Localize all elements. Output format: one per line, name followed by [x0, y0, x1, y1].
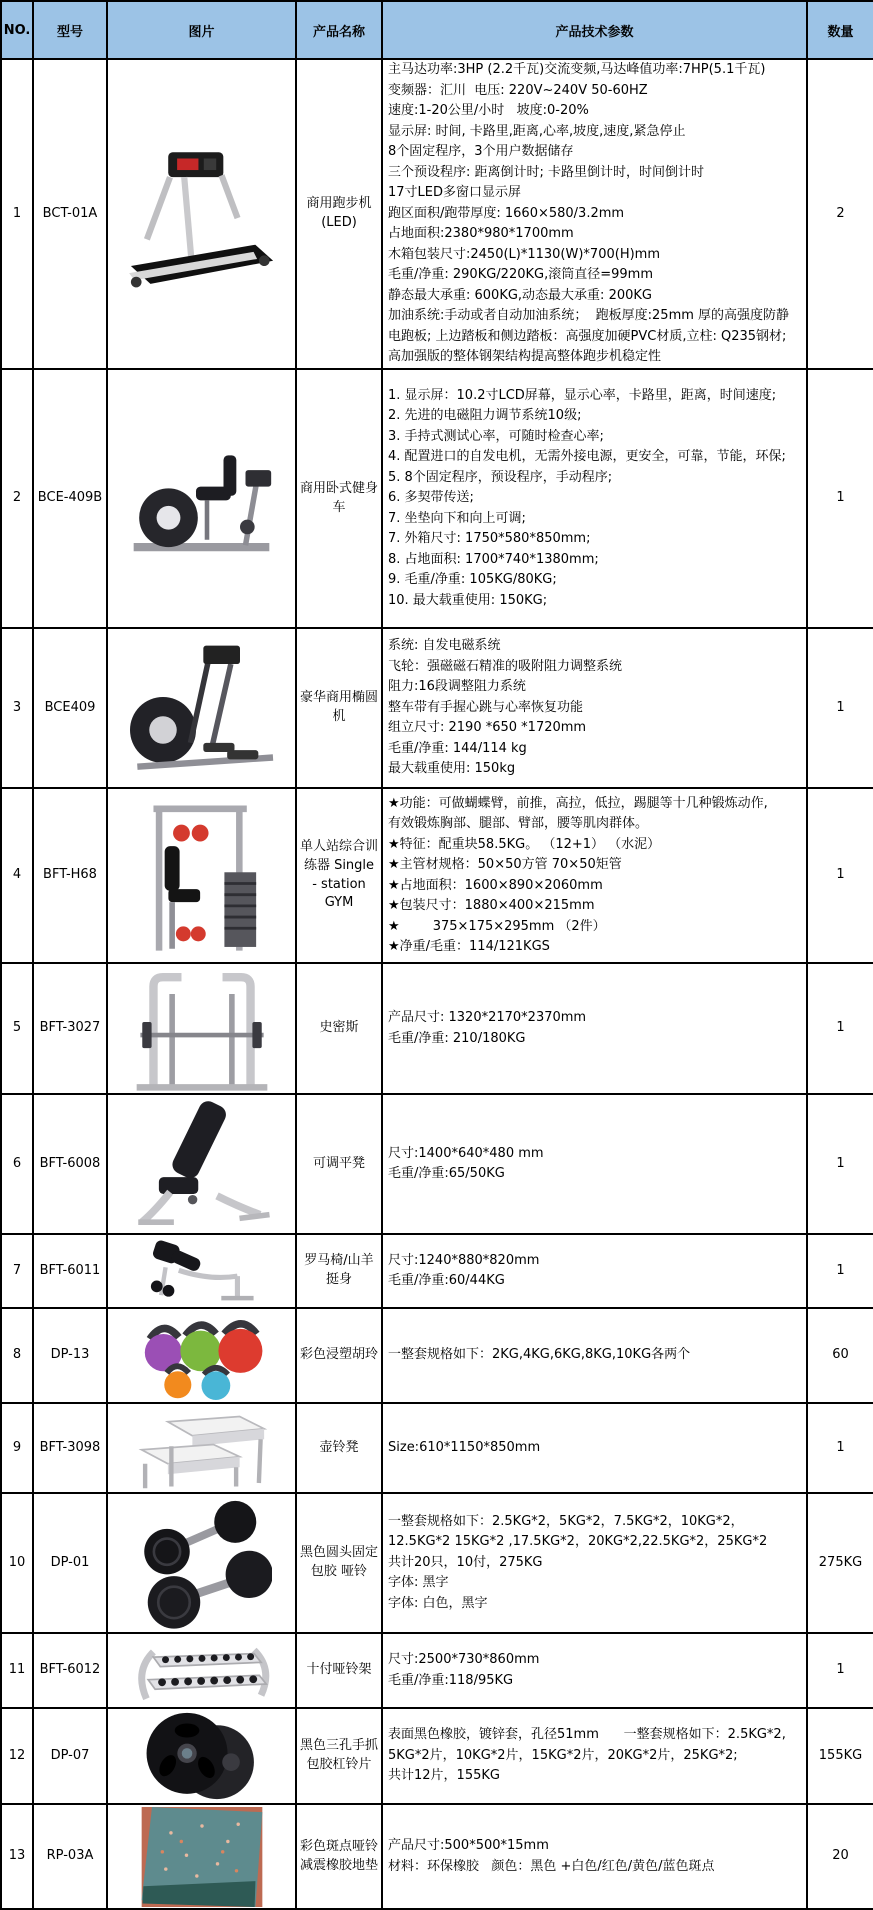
- product-name: 商用卧式健身车: [297, 370, 383, 629]
- product-params: [383, 1095, 808, 1235]
- product-name: 罗马椅/山羊挺身: [297, 1235, 383, 1309]
- quantity: 1: [808, 629, 873, 789]
- product-name: 豪华商用椭圆机: [297, 629, 383, 789]
- product-params: [383, 789, 808, 964]
- param-line: 6. 多契带传送;: [388, 490, 474, 506]
- header-qty: 数量: [808, 2, 873, 60]
- bench-image: [108, 1095, 297, 1235]
- param-line: 4. 配置进口的自发电机，无需外接电源，更安全，可靠，节能，环保;: [388, 449, 786, 465]
- model-code: BFT-6012: [34, 1634, 108, 1709]
- model-code: BCE-409B: [34, 370, 108, 629]
- table-body: [2, 60, 873, 1910]
- quantity: 1: [808, 370, 873, 629]
- row-number: 11: [2, 1634, 34, 1709]
- row-number: 6: [2, 1095, 34, 1235]
- quantity: 1: [808, 1404, 873, 1494]
- row-number: 13: [2, 1805, 34, 1910]
- product-name: 彩色斑点哑铃减震橡胶地垫: [297, 1805, 383, 1910]
- param-line: 变频器：汇川 电压: 220V~240V 50-60HZ: [388, 82, 648, 98]
- product-name: 十付哑铃架: [297, 1634, 383, 1709]
- row-number: 10: [2, 1494, 34, 1634]
- product-name: 史密斯: [297, 964, 383, 1095]
- stepbench-image: [108, 1404, 297, 1494]
- table-row: [2, 1805, 873, 1910]
- param-line: 9. 毛重/净重: 105KG/80KG;: [388, 572, 557, 588]
- smith-image: [108, 964, 297, 1095]
- param-line: 一整套规格如下：2.5KG*2，5KG*2，7.5KG*2，10KG*2，: [388, 1513, 744, 1529]
- param-line: 显示屏: 时间, 卡路里,距离,心率,坡度,速度,紧急停止: [388, 123, 686, 139]
- multigym-image: [108, 789, 297, 964]
- header-image: 图片: [108, 2, 297, 60]
- quantity: 1: [808, 964, 873, 1095]
- param-line: 表面黑色橡胶，镀锌套，孔径51mm 一整套规格如下：2.5KG*2,: [388, 1727, 786, 1743]
- row-number: 3: [2, 629, 34, 789]
- param-line: 共计12片，155KG: [388, 1768, 500, 1784]
- param-line: 7. 坐垫向下和向上可调;: [388, 510, 526, 526]
- param-line: ★占地面积：1600×890×2060mm: [388, 877, 603, 893]
- param-line: 8个固定程序，3个用户数据储存: [388, 144, 574, 160]
- row-number: 9: [2, 1404, 34, 1494]
- param-line: 系统: 自发电磁系统: [388, 638, 501, 654]
- param-line: 10. 最大载重使用: 150KG;: [388, 592, 548, 608]
- param-line: 毛重/净重:60/44KG: [388, 1273, 505, 1288]
- quantity: 155KG: [808, 1709, 873, 1805]
- param-line: 共计20只，10付，275KG: [388, 1554, 543, 1570]
- param-line: 整车带有手握心跳与心率恢复功能: [388, 699, 584, 715]
- elliptical-image: [108, 629, 297, 789]
- quantity: 20: [808, 1805, 873, 1910]
- row-number: 2: [2, 370, 34, 629]
- param-line: 5KG*2片，10KG*2片，15KG*2片，20KG*2片，25KG*2;: [388, 1747, 738, 1763]
- model-code: BCE409: [34, 629, 108, 789]
- product-params: [383, 1494, 808, 1634]
- table-row: [2, 370, 873, 629]
- header-no: NO.: [2, 2, 34, 60]
- table-row: [2, 789, 873, 964]
- model-code: DP-01: [34, 1494, 108, 1634]
- table-row: [2, 1095, 873, 1235]
- product-params: [383, 629, 808, 789]
- quantity: 275KG: [808, 1494, 873, 1634]
- param-line: 产品尺寸: 1320*2170*2370mm: [388, 1010, 587, 1025]
- param-line: ★特征：配重块58.5KG。 （12+1） （水泥）: [388, 836, 661, 852]
- param-line: 材料：环保橡胶 颜色：黑色 +白色/红色/黄色/蓝色斑点: [388, 1858, 715, 1874]
- param-line: 高加强版的整体钢架结构提高整体跑步机稳定性: [388, 349, 662, 365]
- param-line: 尺寸:1240*880*820mm: [388, 1252, 540, 1268]
- row-number: 12: [2, 1709, 34, 1805]
- param-line: ★功能：可做蝴蝶臂，前推，高拉，低拉，踢腿等十几种锻炼动作,: [388, 795, 768, 811]
- product-params: [383, 1634, 808, 1709]
- bike-image: [108, 370, 297, 629]
- product-name: 黑色圆头固定包胶 哑铃: [297, 1494, 383, 1634]
- model-code: BFT-3027: [34, 964, 108, 1095]
- param-line: 字体: 黑字: [388, 1575, 449, 1591]
- model-code: BFT-H68: [34, 789, 108, 964]
- row-number: 8: [2, 1309, 34, 1404]
- param-line: 字体: 白色，黑字: [388, 1595, 488, 1611]
- product-params: [383, 1805, 808, 1910]
- product-params: [383, 1709, 808, 1805]
- param-line: ★ 375×175×295mm （2件）: [388, 918, 606, 934]
- param-line: 占地面积:2380*980*1700mm: [388, 226, 574, 242]
- table-row: [2, 1235, 873, 1309]
- param-line: 木箱包装尺寸:2450(L)*1130(W)*700(H)mm: [388, 246, 660, 262]
- param-line: Size:610*1150*850mm: [388, 1439, 541, 1455]
- param-line: 速度:1-20公里/小时 坡度:0-20%: [388, 103, 589, 119]
- table-row: [2, 964, 873, 1095]
- param-line: 尺寸:2500*730*860mm: [388, 1652, 540, 1667]
- param-line: 飞轮：强磁磁石精准的吸附阻力调整系统: [388, 658, 623, 674]
- param-line: 8. 占地面积: 1700*740*1380mm;: [388, 551, 599, 567]
- param-line: 毛重/净重: 210/180KG: [388, 1030, 526, 1046]
- quantity: 1: [808, 789, 873, 964]
- param-line: 跑区面积/跑带厚度: 1660×580/3.2mm: [388, 205, 625, 221]
- table-row: [2, 1634, 873, 1709]
- param-line: 加油系统:手动或者自动加油系统； 跑板厚度:25mm 厚的高强度防静电跑板; 上边踏板和侧边踏板：高强度加硬PVC材质,立柱: Q235钢材;: [388, 308, 790, 344]
- model-code: RP-03A: [34, 1805, 108, 1910]
- product-name: 黑色三孔手抓包胶杠铃片: [297, 1709, 383, 1805]
- param-line: 毛重/净重:65/50KG: [388, 1166, 505, 1181]
- param-line: 静态最大承重: 600KG,动态最大承重: 200KG: [388, 287, 652, 303]
- header-name: 产品名称: [297, 2, 383, 60]
- treadmill-image: [108, 60, 297, 370]
- param-line: 毛重/净重: 290KG/220KG,滚筒直径=99mm: [388, 267, 653, 283]
- param-line: 主马达功率:3HP (2.2千瓦)交流变频,马达峰值功率:7HP(5.1千瓦): [388, 62, 766, 78]
- product-name: 单人站综合训练器 Single - station GYM: [297, 789, 383, 964]
- header-model: 型号: [34, 2, 108, 60]
- param-line: 三个预设程序: 距离倒计时; 卡路里倒计时，时间倒计时: [388, 164, 705, 180]
- kettlebells-image: [108, 1309, 297, 1404]
- param-line: 一整套规格如下：2KG,4KG,6KG,8KG,10KG各两个: [388, 1347, 691, 1363]
- product-name: 可调平凳: [297, 1095, 383, 1235]
- product-params: [383, 1309, 808, 1404]
- param-line: 12.5KG*2 15KG*2 ,17.5KG*2，20KG*2,22.5KG*2，25KG*2: [388, 1534, 768, 1550]
- product-name: 商用跑步机 (LED): [297, 60, 383, 370]
- product-name: 彩色浸塑胡玲: [297, 1309, 383, 1404]
- param-line: 阻力:16段调整阻力系统: [388, 679, 526, 695]
- param-line: ★净重/毛重：114/121KGS: [388, 939, 550, 954]
- dumbbells-image: [108, 1494, 297, 1634]
- param-line: 17寸LED多窗口显示屏: [388, 185, 522, 201]
- model-code: DP-13: [34, 1309, 108, 1404]
- table-row: [2, 1404, 873, 1494]
- param-line: 毛重/净重:118/95KG: [388, 1672, 514, 1688]
- table-header-row: [2, 2, 873, 60]
- quantity: 1: [808, 1095, 873, 1235]
- row-number: 4: [2, 789, 34, 964]
- romanchair-image: [108, 1235, 297, 1309]
- param-line: 7. 外箱尺寸: 1750*580*850mm;: [388, 531, 591, 547]
- model-code: BFT-6011: [34, 1235, 108, 1309]
- product-params: [383, 370, 808, 629]
- model-code: DP-07: [34, 1709, 108, 1805]
- product-params: [383, 964, 808, 1095]
- plates-image: [108, 1709, 297, 1805]
- row-number: 5: [2, 964, 34, 1095]
- quantity: 2: [808, 60, 873, 370]
- param-line: 产品尺寸:500*500*15mm: [388, 1838, 549, 1853]
- param-line: 有效锻炼胸部、腿部、臂部，腰等肌肉群体。: [388, 816, 649, 831]
- row-number: 7: [2, 1235, 34, 1309]
- quantity: 60: [808, 1309, 873, 1404]
- param-line: ★主管材规格：50×50方管 70×50矩管: [388, 857, 622, 872]
- rack-image: [108, 1634, 297, 1709]
- param-line: 1. 显示屏：10.2寸LCD屏幕，显示心率，卡路里，距离，时间速度;: [388, 387, 777, 403]
- model-code: BFT-3098: [34, 1404, 108, 1494]
- param-line: 5. 8个固定程序，预设程序，手动程序;: [388, 469, 613, 485]
- table-row: [2, 1494, 873, 1634]
- quantity: 1: [808, 1634, 873, 1709]
- param-line: 3. 手持式测试心率，可随时检查心率;: [388, 428, 604, 444]
- product-params: [383, 60, 808, 370]
- row-number: 1: [2, 60, 34, 370]
- param-line: ★包装尺寸：1880×400×215mm: [388, 898, 595, 913]
- quantity: 1: [808, 1235, 873, 1309]
- param-line: 毛重/净重: 144/114 kg: [388, 740, 527, 756]
- product-name: 壶铃凳: [297, 1404, 383, 1494]
- table-row: [2, 60, 873, 370]
- param-line: 尺寸:1400*640*480 mm: [388, 1145, 544, 1161]
- product-params: [383, 1404, 808, 1494]
- table-row: [2, 1709, 873, 1805]
- model-code: BCT-01A: [34, 60, 108, 370]
- param-line: 最大载重使用: 150kg: [388, 761, 516, 777]
- param-line: 组立尺寸: 2190 *650 *1720mm: [388, 720, 587, 736]
- table-row: [2, 1309, 873, 1404]
- header-params: 产品技术参数: [383, 2, 808, 60]
- product-params: [383, 1235, 808, 1309]
- model-code: BFT-6008: [34, 1095, 108, 1235]
- param-line: 2. 先进的电磁阻力调节系统10级;: [388, 408, 582, 424]
- table-row: [2, 629, 873, 789]
- mat-image: [108, 1805, 297, 1910]
